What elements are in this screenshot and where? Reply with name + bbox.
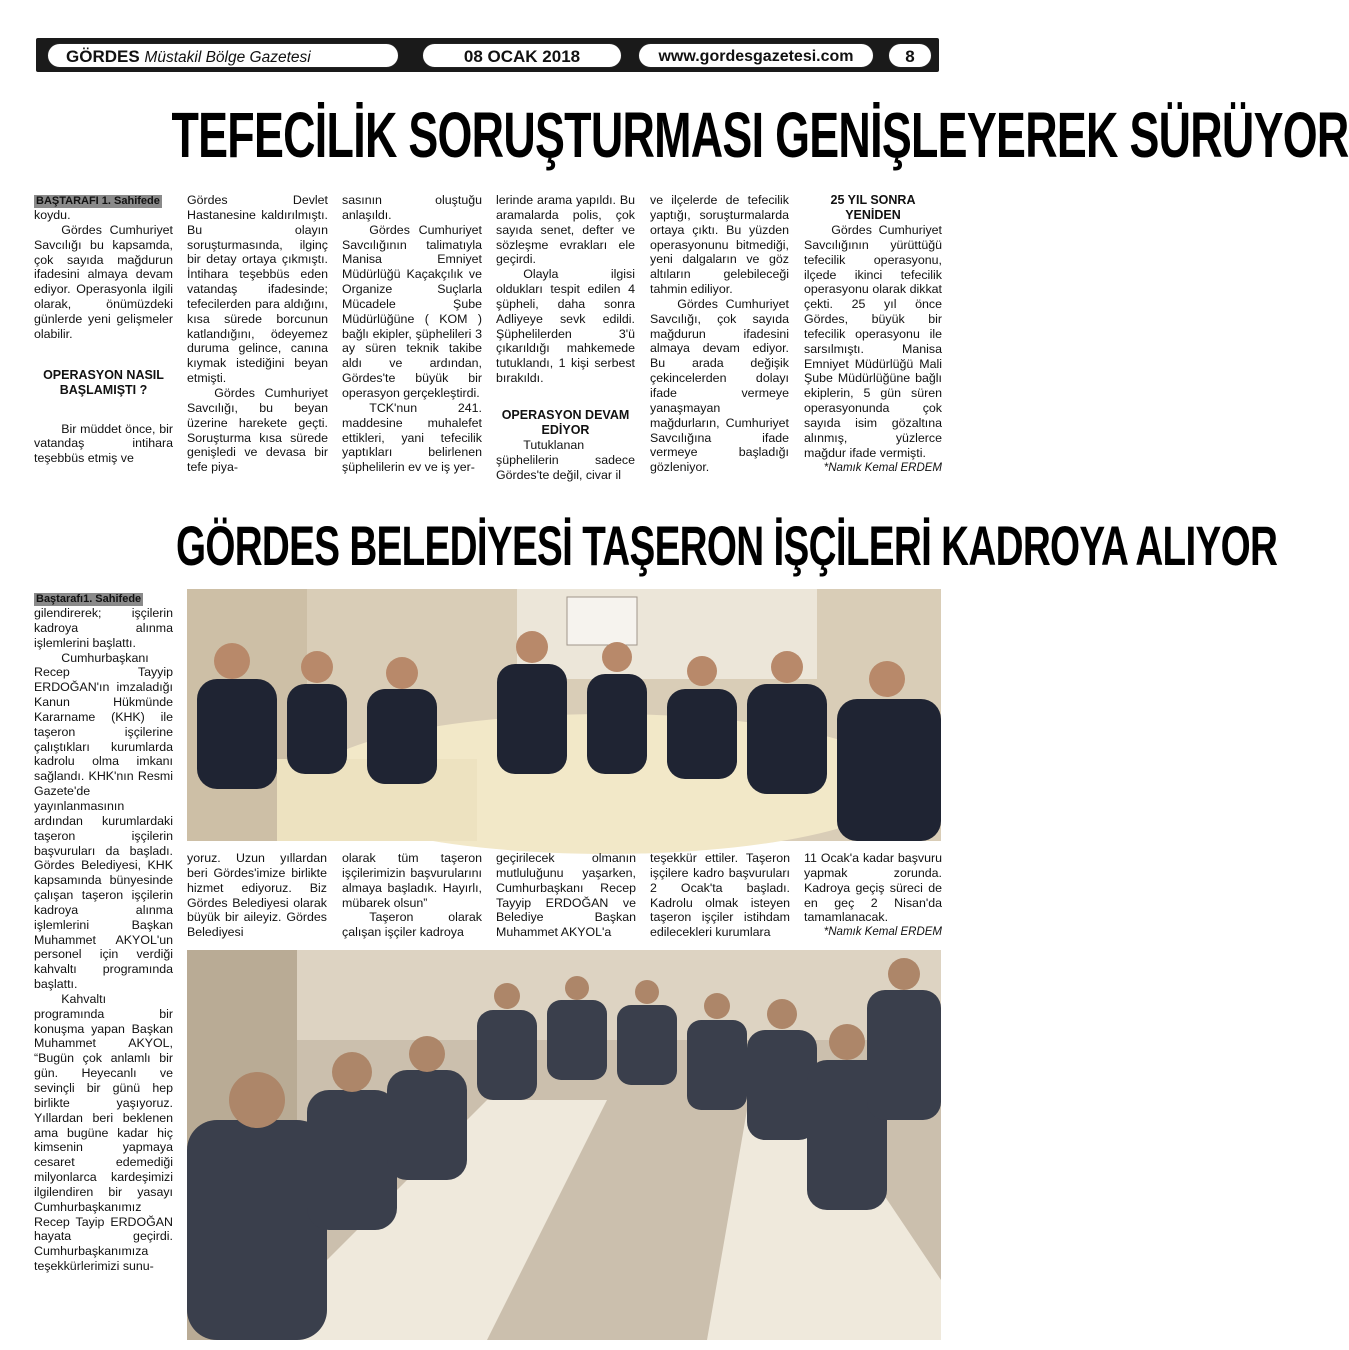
masthead-pill	[47, 43, 399, 68]
article1-text: Gördes Cumhuriyet Savcılığı, bu beyan üzerine harekete geçti. Soruşturma kısa sürede genişledi ve devasa bir tefe piya-	[187, 385, 328, 475]
article1-text: Gördes Devlet Hastanesine kaldırılmıştı. Bu olayın soruşturmasında, ilginç bir detay ortaya çıkmıştı. İntihara teşebbüs eden vatandaş ifadesinde; tefecilerden para aldığını, kısa sürede borcunun katlandığını, ödeyemez duruma gelince, canına kıymak istediğini beyan etmişti.	[187, 193, 328, 386]
article2-column-3	[342, 851, 482, 940]
article2-text: olarak tüm taşeron işçilerimizin başvurularını almaya başladık. Hayırlı, mübarek olsun”	[342, 851, 482, 910]
article1-signature: *Namık Kemal ERDEM	[823, 461, 942, 474]
article1-text: Bir müddet önce, bir vatandaş intihara teşebbüs etmiş ve	[34, 421, 173, 466]
article2-text: 11 Ocak'a kadar başvuru yapmak zorunda. Kadroya geçiş süreci de en geç 2 Nisan'da tamamlanacak.	[804, 851, 942, 925]
brand-tagline: Müstakil Bölge Gazetesi	[144, 49, 311, 66]
page-number: 8	[888, 43, 932, 68]
article1-text: Gördes Cumhuriyet Savcılığının yürüttüğü tefecilik operasyonu, ilçede ikinci tefecilik operasyonu olarak dikkat çekti. 25 yıl önce Gördes, büyük bir tefecilik operasyonu ile sarsılmıştı. Manisa Emniyet Müdürlüğü Mali Şube Müdürlüğüne bağlı ekiplerin, 5 gün süren operasyonunda çok sayıda isim gözaltına alınmış, yüzlerce mağdur ifade vermişti.	[804, 223, 942, 460]
article1-text: Gördes Cumhuriyet Savcılığının talimatıyla Manisa Emniyet Müdürlüğü Kaçakçılık ve Organize Suçlarla Mücadele Şube Müdürlüğüne ( KOM ) bağlı ekipler, şüphelileri 3 ay süren teknik takibe aldı ve ardından, Gördes'te büyük bir operasyon gerçekleştirdi.	[342, 222, 482, 400]
article2-text: teşekkür ettiler. Taşeron işçilere kadro başvuruları 2 Ocak'ta başladı. Kadrolu olmak isteyen taşeron işçiler istihdam edilecekleri kurumlara	[650, 851, 790, 940]
article1-text: lerinde arama yapıldı. Bu aramalarda polis, çok sayıda senet, defter ve sözleşme evrakları ele geçirdi.	[496, 193, 635, 267]
article2-text: Cumhurbaşkanı Recep Tayyip ERDOĞAN'ın imzaladığı Kanun Hükmünde Kararname (KHK) ile taşeron işçilerine çalıştıkları kurumlarda kadrolu olma imkanı sağlandı. KHK'nın Resmi Gazete'de yayınlanmasının ardından kurumlardaki taşeron işçilerin başvuruları da başladı. Gördes Belediyesi, KHK kapsamında bünyesinde çalışan taşeron işçilerin kadroya alınma işlemlerini Başkan Muhammet AKYOL'un personel için verdiği kahvaltı programında başlattı.	[34, 650, 173, 992]
article2-text: yoruz. Uzun yıllardan beri Gördes'imize birlikte hizmet ediyoruz. Biz Gördes Belediyesi olarak büyük bir aileyiz. Gördes Belediyesi	[187, 851, 327, 940]
article2-text: gilendirerek; işçilerin kadroya alınma işlemlerini başlattı.	[34, 606, 173, 650]
article1-column-3	[342, 193, 482, 475]
article1-subheading: 25 YIL SONRA YENİDEN	[830, 193, 916, 222]
breakfast-photo-2	[187, 950, 941, 1340]
article1-text: TCK'nun 241. maddesine muhalefet ettikleri, yani tefecilik yaptıkları belirlenen şüphelilerin ev ve iş yer-	[342, 400, 482, 475]
article1-column-4	[496, 193, 635, 483]
photo-illustration	[187, 950, 941, 1340]
article2-left-column	[34, 591, 173, 1274]
article1-text: Tutuklanan şüphelilerin sadece Gördes'te değil, civar il	[496, 437, 635, 482]
article2-text: Taşeron olarak çalışan işçiler kadroya	[342, 910, 482, 940]
article1-headline: TEFECİLİK SORUŞTURMASI GENİŞLEYEREK SÜRÜYOR	[171, 99, 1349, 171]
article1-column-2	[187, 193, 328, 475]
article1-text: koydu.	[34, 208, 71, 222]
article1-column-6	[804, 193, 942, 475]
continued-tag: Baştarafı1. Sahifede	[36, 593, 142, 605]
article1-subheading: OPERASYON DEVAM EDİYOR	[501, 407, 630, 437]
article1-text: Gördes Cumhuriyet Savcılığı bu kapsamda, çok sayıda mağdurun ifadesini almaya devam ediyor. Operasyonla ilgili olarak, önümüzdeki günlerde yeni gelişmeler olabilir.	[34, 222, 173, 341]
article2-column-4	[496, 851, 636, 940]
article2-text: geçirilecek olmanın mutluluğunu yaşarken, Cumhurbaşkanı Recep Tayyip ERDOĞAN ve Belediye Başkan Muhammet AKYOL'a	[496, 851, 636, 940]
article1-text: sasının oluştuğu anlaşıldı.	[342, 193, 482, 222]
article1-column-1	[34, 193, 173, 466]
article1-text: ve ilçelerde de tefecilik yaptığı, soruşturmalarda ortaya çıktı. Bu yüzden operasyonunu bitmediği, yeni dalgaların ve göz altıların gelebileceği tahmin ediliyor.	[650, 193, 789, 297]
article2-column-5	[650, 851, 790, 940]
brand-name: GÖRDES	[66, 47, 140, 66]
article2-headline: GÖRDES BELEDİYESİ TAŞERON İŞÇİLERİ KADROYA ALIYOR	[175, 514, 1278, 577]
article1-subheading: OPERASYON NASIL BAŞLAMIŞTI ?	[43, 367, 164, 397]
article1-column-5	[650, 193, 789, 475]
breakfast-photo-1	[187, 589, 941, 841]
article1-text: Gördes Cumhuriyet Savcılığı, çok sayıda mağdurun ifadesini almaya devam ediyor. Bu arada değişik çekincelerden dolayı ifade vermeye yanaşmayan mağdurların, Cumhuriyet Savcılığına ifade vermeye başladığı gözleniyor.	[650, 296, 789, 475]
photo-illustration	[187, 589, 941, 841]
article2-column-2	[187, 851, 327, 940]
article2-signature: *Namık Kemal ERDEM	[823, 926, 942, 939]
website-link[interactable]: www.gordesgazetesi.com	[638, 43, 874, 68]
article2-text: Kahvaltı programında bir konuşma yapan Başkan Muhammet AKYOL, “Bugün çok anlamlı bir gün. Heyecanlı ve sevinçli bir günü hep birlikte yaşıyoruz. Yıllardan beri beklenen ama bugüne kadar hiç kimsenin yapmaya cesaret edemediği milyonlarca kardeşimizi ilgilendiren bir yasayı Cumhurbaşkanımız Recep Tayip ERDOĞAN hayata geçirdi. Cumhurbaşkanımıza teşekkürlerimizi sunu-	[34, 991, 173, 1274]
continued-tag: BAŞTARAFI 1. Sahifede	[36, 195, 160, 207]
article1-text: Olayla ilgisi oldukları tespit edilen 4 şüpheli, daha sonra Adliyeye sevk edildi. Şüphelilerden 3'ü çıkarıldığı mahkemede tutuklandı, 1 kişi serbest bırakıldı.	[496, 267, 635, 386]
issue-date: 08 OCAK 2018	[422, 43, 622, 68]
article2-column-6	[804, 851, 942, 940]
